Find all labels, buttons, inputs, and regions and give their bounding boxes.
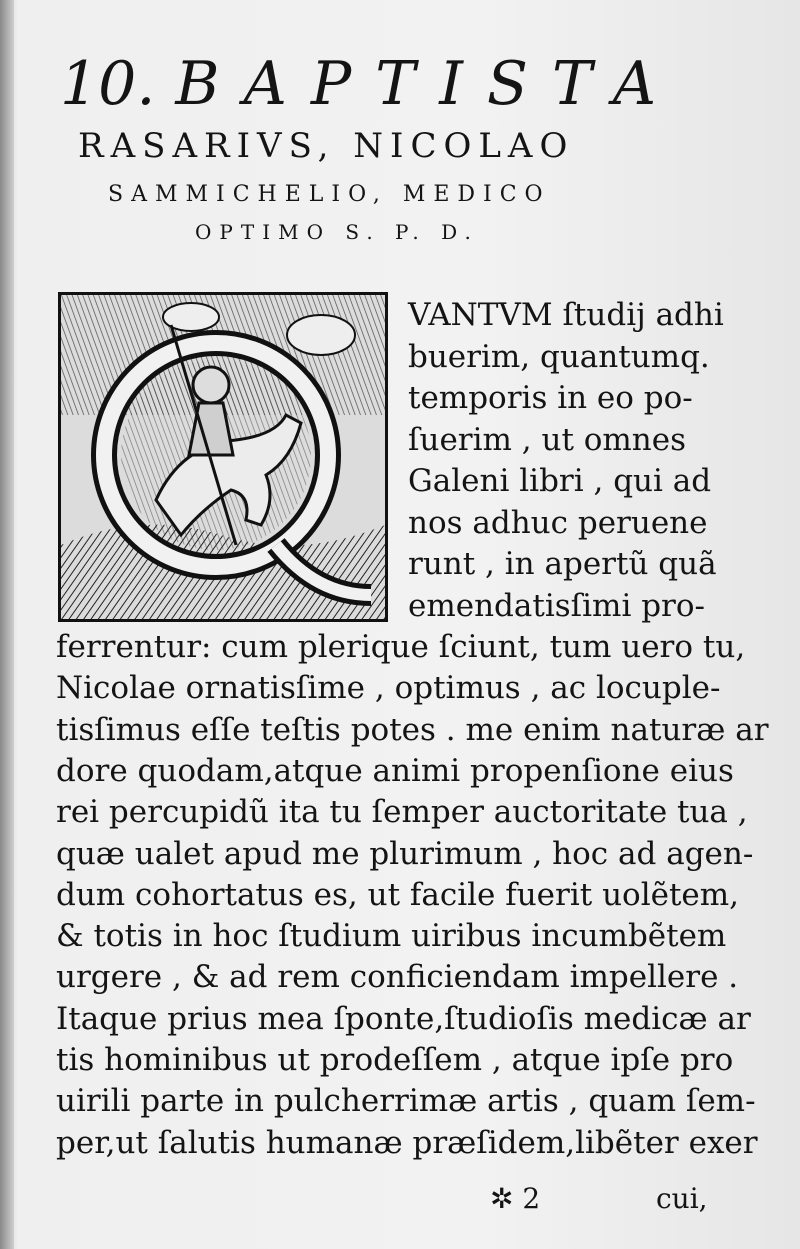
text-line: uirili parte in pulcherrimæ artis , quam ſem- [56, 1083, 756, 1120]
catchword: cui, [656, 1182, 708, 1215]
text-line: dore quodam,atque animi propenſione eius [56, 752, 734, 789]
text-line: ſuerim , ut omnes [408, 421, 687, 458]
text-line: tis hominibus ut prodeſſem , atque ipſe pro [56, 1042, 734, 1078]
text-line: tisſimus eſſe teſtis potes . me enim naturæ ar [56, 711, 769, 748]
text-line: Galeni libri , qui ad [408, 463, 712, 499]
text-line: ferrentur: cum plerique ſciunt, tum uero tu, [56, 629, 746, 665]
text-line: rei percupidũ ita tu ſemper auctoritate tua , [56, 794, 748, 831]
text-line: buerim, quantumq. [408, 338, 710, 375]
decorated-initial-q [58, 292, 388, 622]
page-gutter-shadow [0, 0, 14, 1249]
text-line: VANTVM ſtudij adhi [408, 297, 724, 333]
author-name: BAPTISTA [175, 49, 681, 119]
text-line: urgere , & ad rem conficiendam impellere . [56, 959, 739, 996]
text-line: per,ut ſalutis humanæ præſidem,libẽter exer [56, 1124, 758, 1161]
text-line: emendatisſimi pro- [408, 587, 706, 624]
woodcut-illustration [61, 295, 385, 619]
text-line: runt , in apertũ quã [408, 546, 717, 582]
text-line: quæ ualet apud me plurimum , hoc ad agen- [56, 835, 754, 872]
text-line: Itaque prius mea ſponte,ſtudioſis medicæ ar [56, 1000, 751, 1037]
letter-number: 10. [60, 49, 156, 119]
text-line: dum cohortatus es, ut facile fuerit uolẽtem, [56, 876, 740, 913]
heading-line-2: RASARIVS, NICOLAO [78, 126, 575, 166]
text-line: nos adhuc peruene [408, 504, 708, 541]
text-line: Nicolae ornatisſime , optimus , ac locuple- [56, 670, 721, 707]
signature-mark: ✲ 2 [490, 1182, 541, 1215]
heading-name-line [60, 48, 720, 120]
heading-line-4: OPTIMO S. P. D. [195, 220, 479, 244]
text-line: & totis in hoc ſtudium uiribus incumbẽtem [56, 918, 727, 955]
heading-line-3: SAMMICHELIO, MEDICO [108, 182, 551, 207]
text-line: temporis in eo po- [408, 380, 693, 416]
